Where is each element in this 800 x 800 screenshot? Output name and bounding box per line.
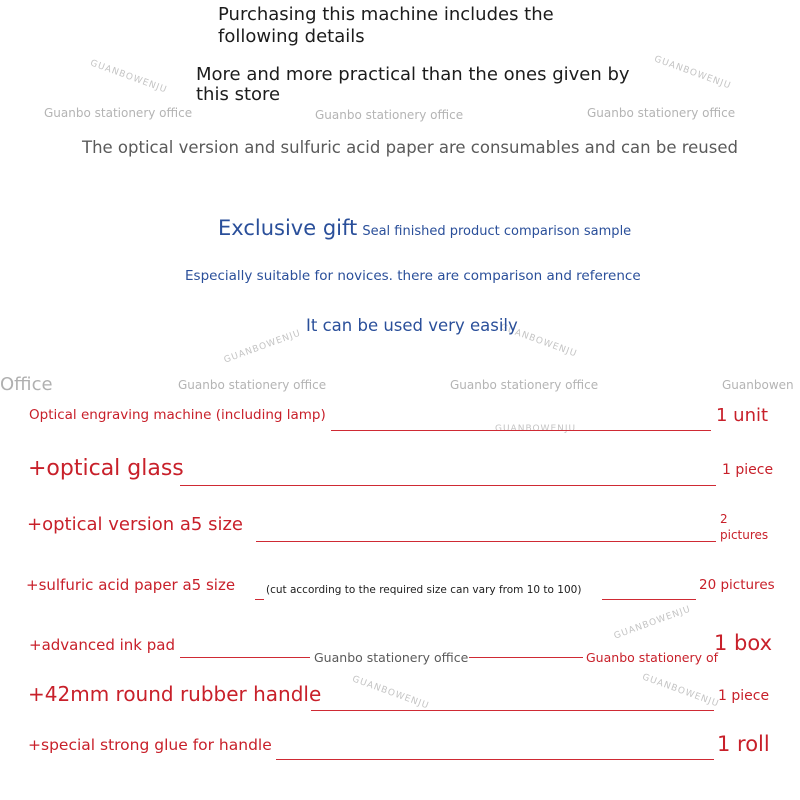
watermark-seal-3: GUANBOWENJU xyxy=(222,328,303,366)
watermark-seal-8: GUANBOWENJU xyxy=(640,672,721,710)
item-qty-7: 1 roll xyxy=(717,732,770,756)
item-line-5a xyxy=(180,657,310,658)
watermark-seal-4: GUANBOWENJU xyxy=(498,322,579,360)
item-line-1 xyxy=(331,430,711,431)
consumables-note: The optical version and sulfuric acid paper are consumables and can be reused xyxy=(82,138,738,157)
gift-title-text: Exclusive gift xyxy=(218,216,358,240)
watermark-seal-6: GUANBOWENJU xyxy=(612,604,693,642)
novices-note: Especially suitable for novices. there are comparison and reference xyxy=(185,268,641,284)
watermark-store-1: Guanbo stationery office xyxy=(44,106,193,120)
easy-note: It can be used very easily xyxy=(306,316,518,335)
item-line-5b xyxy=(469,657,583,658)
item-line-6 xyxy=(311,710,714,711)
item-name-4: +sulfuric acid paper a5 size xyxy=(26,576,236,594)
watermark-store-3: Guanbo stationery office xyxy=(587,106,736,120)
item-name-3: +optical version a5 size xyxy=(27,514,243,535)
header-line-2: following details xyxy=(218,26,365,47)
item-qty-6: 1 piece xyxy=(718,688,770,704)
watermark-office: Office xyxy=(0,374,53,395)
item-line-4b xyxy=(602,599,696,600)
item-watermark-5b: Guanbo stationery of xyxy=(586,650,719,665)
item-name-6: +42mm round rubber handle xyxy=(28,682,322,706)
item-name-7: +special strong glue for handle xyxy=(28,736,272,754)
header-line-1: Purchasing this machine includes the xyxy=(218,4,554,25)
watermark-seal-2: GUANBOWENJU xyxy=(652,54,733,92)
item-line-2 xyxy=(180,485,716,486)
item-qty-5: 1 box xyxy=(714,631,772,655)
gift-title xyxy=(218,216,631,240)
practical-line-2: this store xyxy=(196,84,281,105)
item-note-4: (cut according to the required size can vary from 10 to 100) xyxy=(266,584,582,596)
item-name-1: Optical engraving machine (including lamp) xyxy=(29,407,326,423)
item-qty-4: 20 pictures xyxy=(699,577,775,593)
item-qty-2: 1 piece xyxy=(722,462,774,478)
watermark-seal-1: GUANBOWENJU xyxy=(88,58,169,96)
item-name-5: +advanced ink pad xyxy=(29,636,175,654)
watermark-store-4: Guanbo stationery office xyxy=(178,378,327,392)
watermark-store-2: Guanbo stationery office xyxy=(315,108,464,122)
item-qty-1: 1 unit xyxy=(716,405,769,426)
practical-line-1: More and more practical than the ones given by xyxy=(196,64,630,85)
watermark-guanbowen: Guanbowen xyxy=(722,378,794,392)
watermark-store-5: Guanbo stationery office xyxy=(450,378,599,392)
watermark-seal-7: GUANBOWENJU xyxy=(350,674,431,712)
item-line-7 xyxy=(276,759,714,760)
item-qty-3-line-2: pictures xyxy=(720,528,769,542)
item-qty-3-line-1: 2 xyxy=(720,512,728,526)
watermark-seal-5: GUANBOWENJU xyxy=(495,424,577,434)
item-line-3 xyxy=(256,541,716,542)
item-watermark-5a: Guanbo stationery office xyxy=(314,650,469,665)
item-name-2: +optical glass xyxy=(28,456,184,481)
item-line-4a xyxy=(255,599,264,600)
gift-subtitle: Seal finished product comparison sample xyxy=(362,224,632,239)
